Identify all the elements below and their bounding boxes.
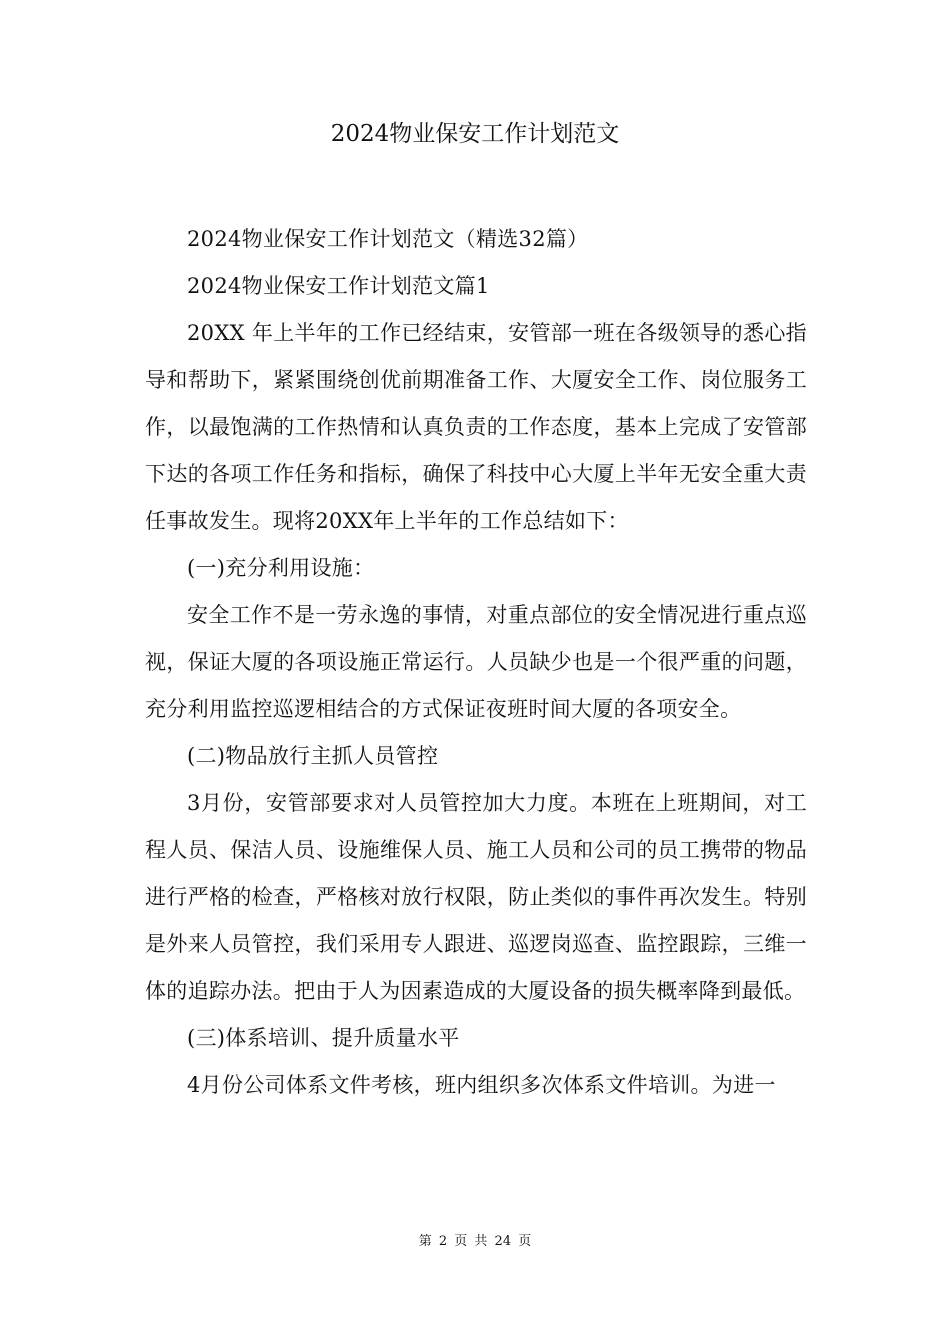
heading-2-paragraph: (二)物品放行主抓人员管控 <box>187 744 439 768</box>
heading-3-paragraph: (三)体系培训、提升质量水平 <box>187 1026 460 1050</box>
heading-1-paragraph: (一)充分利用设施： <box>187 556 375 580</box>
page-number-footer: 第 2 页 共 24 页 <box>418 1234 532 1249</box>
body-paragraph-2: 3月份，安管部要求对人员管控加大力度。本班在上班期间，对工程人员、保洁人员、设施维保人员、施工人员和公司的员工携带的物品进行严格的检查，严格核对放行权限，防止类似的事件再次发生。特别是外来人员管控，我们采用专人跟进、巡逻岗巡查、监控跟踪，三维一体的追踪办法。把由于人为因素造成的大厦设备的损失概率降到最低。 <box>145 791 807 1003</box>
document-body <box>145 216 807 1109</box>
section-heading-paragraph: 2024物业保安工作计划范文篇1 <box>187 274 490 298</box>
body-paragraph-1: 安全工作不是一劳永逸的事情，对重点部位的安全情况进行重点巡视，保证大厦的各项设施正常运行。人员缺少也是一个很严重的问题，充分利用监控巡逻相结合的方式保证夜班时间大厦的各项安全。 <box>145 603 807 721</box>
intro-paragraph: 20XX 年上半年的工作已经结束，安管部一班在各级领导的悉心指导和帮助下，紧紧围绕创优前期准备工作、大厦安全工作、岗位服务工作，以最饱满的工作热情和认真负责的工作态度，基本上完成了安管部下达的各项工作任务和指标，确保了科技中心大厦上半年无安全重大责任事故发生。现将20XX年上半年的工作总结如下： <box>145 321 807 533</box>
subtitle-paragraph: 2024物业保安工作计划范文（精选32篇） <box>187 227 589 251</box>
body-paragraph-3: 4月份公司体系文件考核，班内组织多次体系文件培训。为进一 <box>187 1073 776 1097</box>
document-title: 2024物业保安工作计划范文 <box>330 121 620 147</box>
